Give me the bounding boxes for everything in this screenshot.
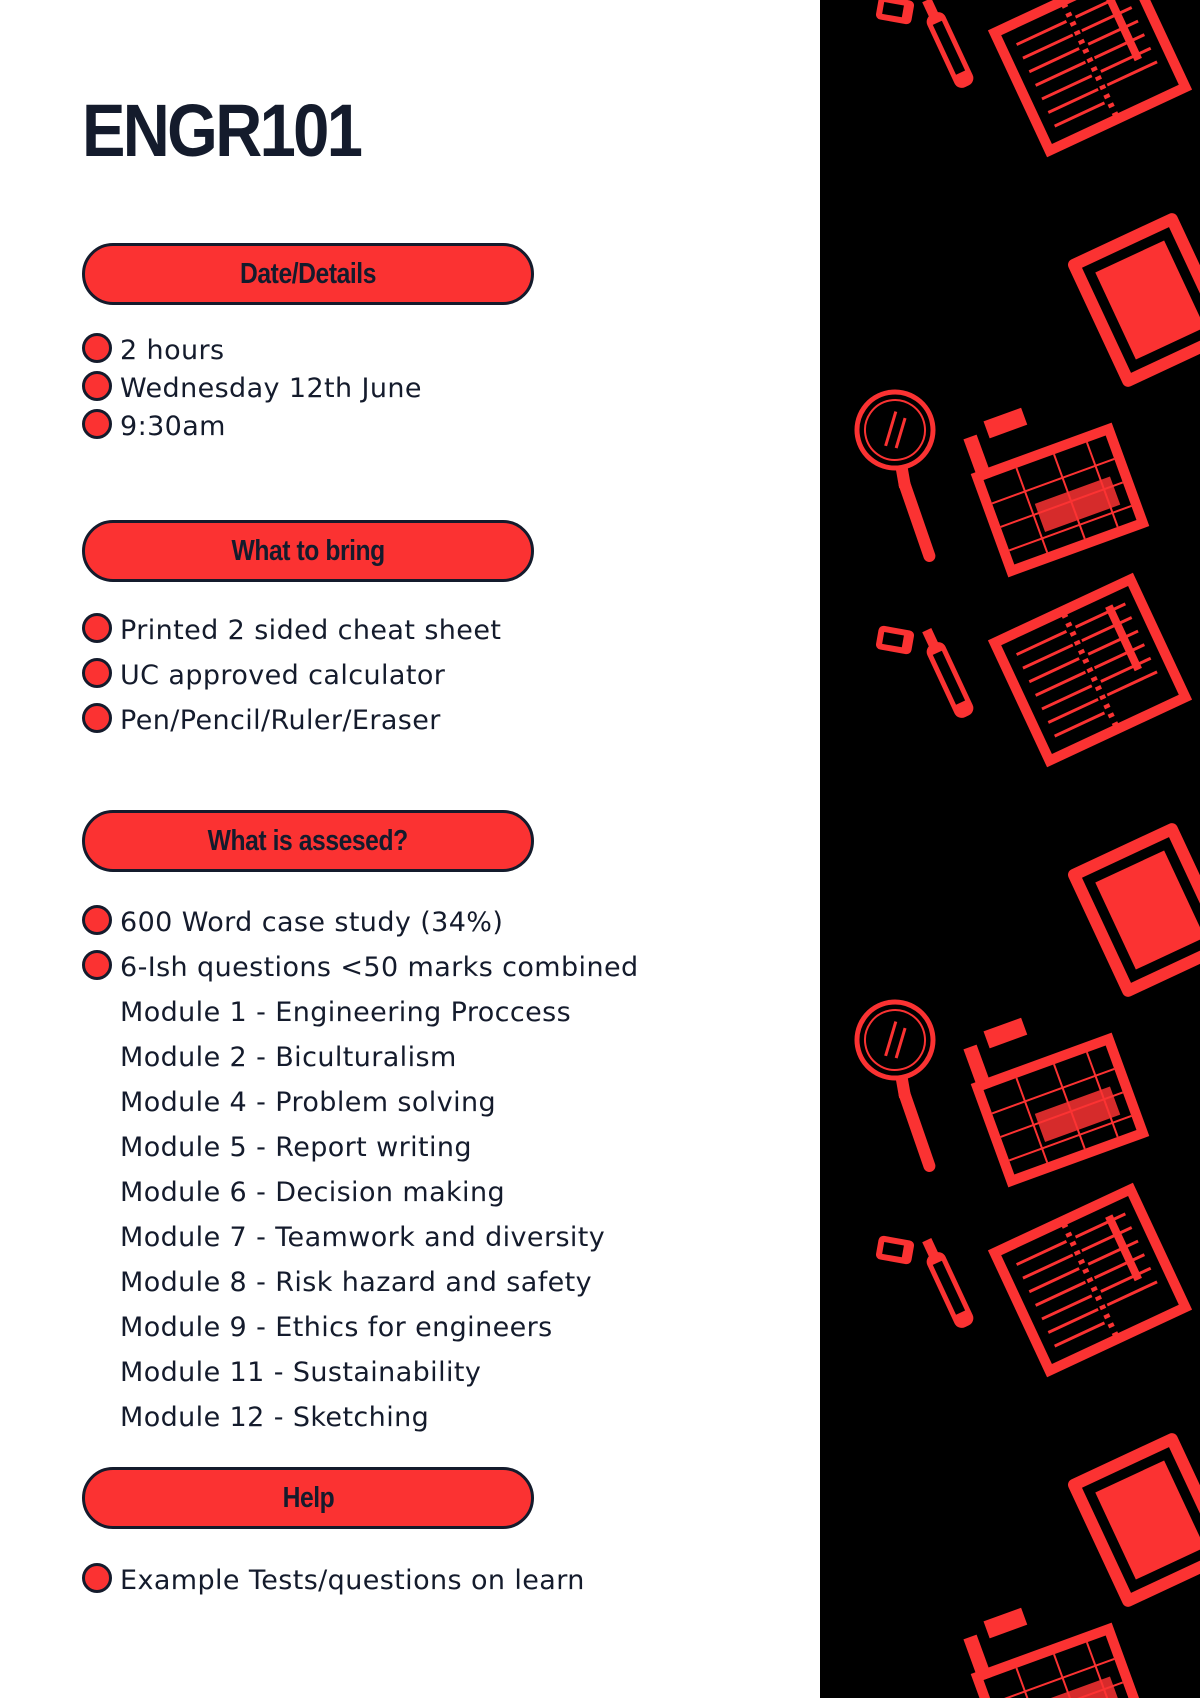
bring-heading-pill (82, 520, 534, 582)
bullet-icon (82, 703, 112, 733)
bullet-icon (82, 613, 112, 643)
module-item: Module 5 - Report writing (120, 1132, 472, 1163)
details-heading-pill (82, 243, 534, 305)
bullet-icon (82, 409, 112, 439)
module-item: Module 11 - Sustainability (120, 1357, 482, 1388)
module-item: Module 6 - Decision making (120, 1177, 506, 1208)
list-item: 2 hours (82, 332, 422, 370)
help-list (82, 1558, 585, 1603)
assessed-list (82, 900, 639, 1440)
bullet-icon (82, 950, 112, 980)
help-heading: Help (282, 1481, 334, 1514)
bullet-icon (82, 371, 112, 401)
decorative-pattern-panel (820, 0, 1200, 1698)
details-list (82, 332, 422, 446)
assessed-heading: What is assesed? (207, 824, 409, 857)
assessed-heading-pill (82, 810, 534, 872)
module-item: Module 4 - Problem solving (120, 1087, 497, 1118)
bullet-icon (82, 333, 112, 363)
module-item: Module 2 - Biculturalism (120, 1042, 457, 1073)
details-heading: Date/Details (239, 257, 376, 290)
list-item: Pen/Pencil/Ruler/Eraser (82, 698, 501, 743)
bullet-icon (82, 658, 112, 688)
bring-heading: What to bring (231, 534, 385, 567)
list-item: 9:30am (82, 408, 422, 446)
list-item: UC approved calculator (82, 653, 501, 698)
module-item: Module 12 - Sketching (120, 1402, 430, 1433)
module-item: Module 7 - Teamwork and diversity (120, 1222, 606, 1253)
list-item: Wednesday 12th June (82, 370, 422, 408)
stationery-pattern (820, 0, 1200, 1698)
list-item: Printed 2 sided cheat sheet (82, 608, 501, 653)
bullet-icon (82, 905, 112, 935)
module-item: Module 1 - Engineering Proccess (120, 997, 572, 1028)
list-item: 600 Word case study (34%) (82, 900, 639, 945)
bullet-icon (82, 1563, 112, 1593)
help-heading-pill (82, 1467, 534, 1529)
list-item: 6-Ish questions <50 marks combined (82, 945, 639, 990)
page-title: ENGR101 (82, 89, 361, 172)
module-item: Module 9 - Ethics for engineers (120, 1312, 553, 1343)
list-item: Example Tests/questions on learn (82, 1558, 585, 1603)
bring-list (82, 608, 501, 743)
module-item: Module 8 - Risk hazard and safety (120, 1267, 592, 1298)
